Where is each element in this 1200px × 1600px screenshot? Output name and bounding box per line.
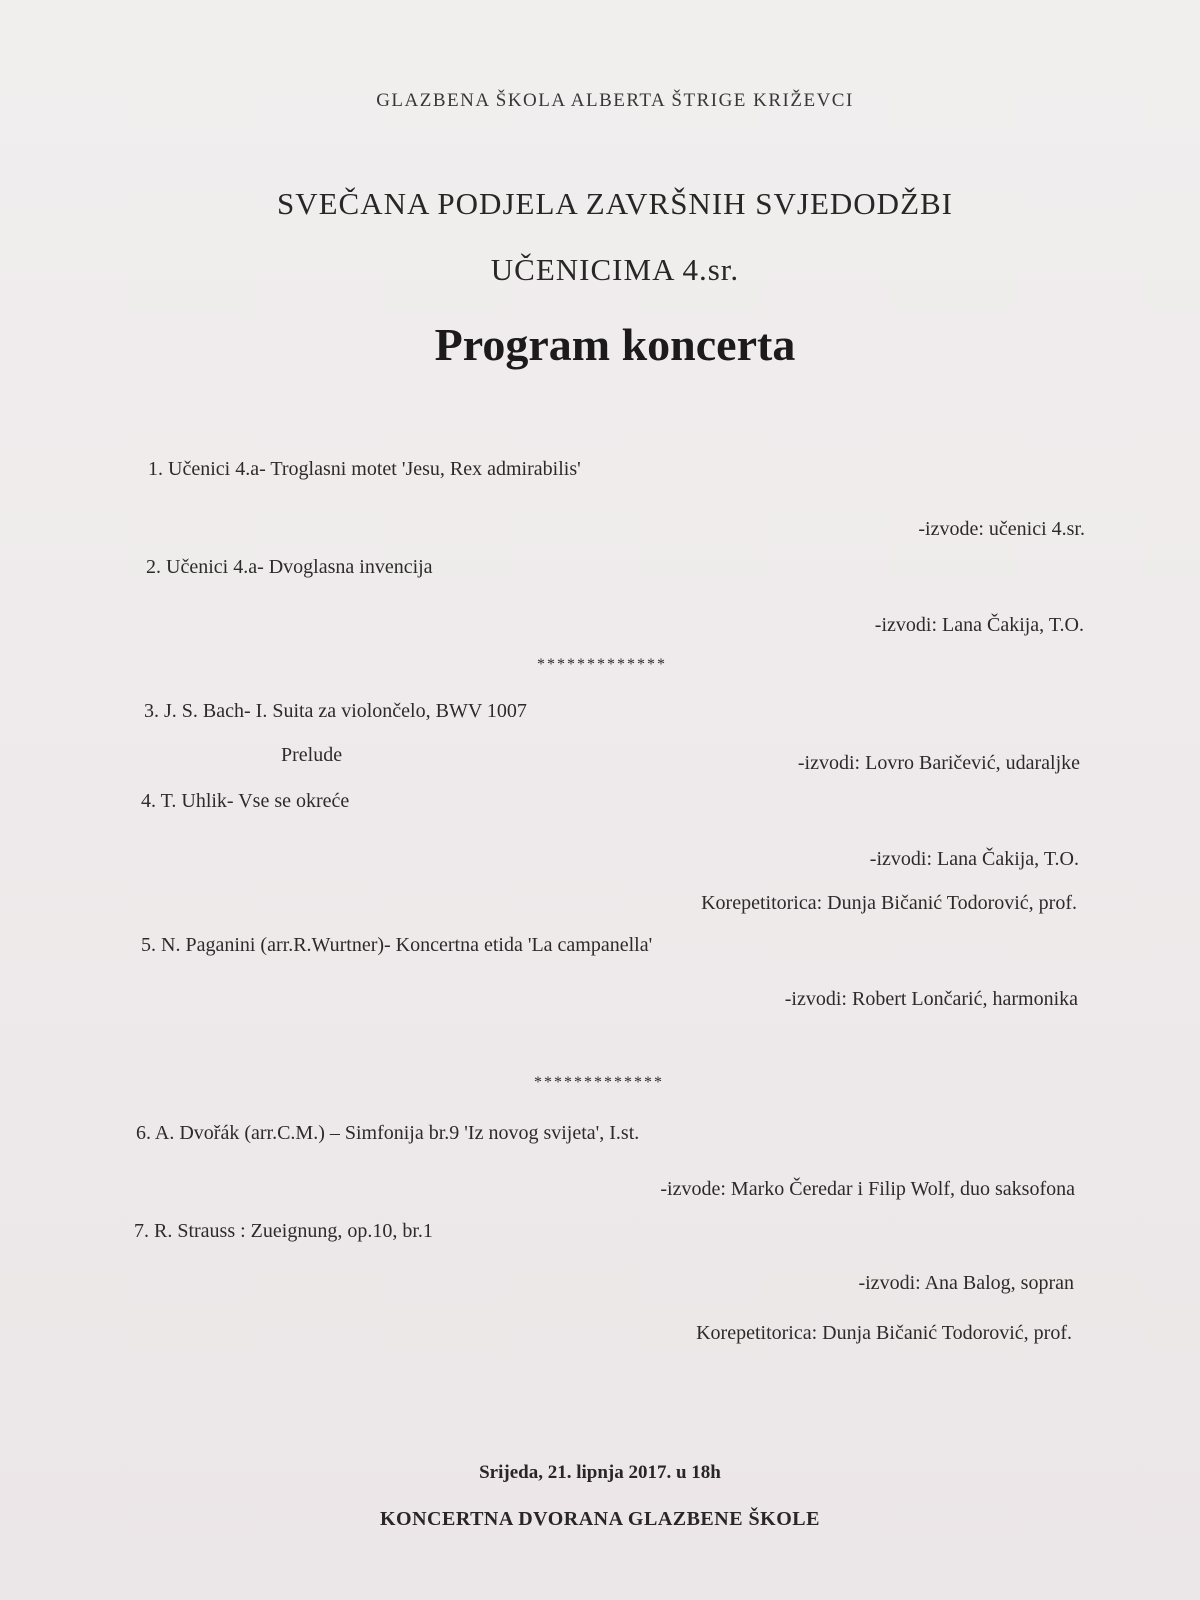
- program-heading: Program koncerta: [434, 319, 796, 370]
- program-item-4-performer: -izvodi: Lana Čakija, T.O.: [869, 848, 1079, 870]
- program-item-1-title: 1. Učenici 4.a- Troglasni motet 'Jesu, Rex admirabilis': [148, 458, 581, 480]
- program-item-3-sub: Prelude: [281, 744, 343, 766]
- program-item-2-title: 2. Učenici 4.a- Dvoglasna invencija: [146, 556, 433, 578]
- program-item-5-title: 5. N. Paganini (arr.R.Wurtner)- Koncertna etida 'La campanella': [141, 934, 653, 956]
- separator-1: *************: [537, 656, 667, 673]
- program-item-6-title: 6. A. Dvořák (arr.C.M.) – Simfonija br.9 'Iz novog svijeta', I.st.: [136, 1122, 640, 1144]
- program-item-2-performer: -izvodi: Lana Čakija, T.O.: [874, 614, 1084, 636]
- program-item-7-accompanist: Korepetitorica: Dunja Bičanić Todorović, prof.: [696, 1322, 1072, 1344]
- program-item-1-performer: -izvode: učenici 4.sr.: [918, 518, 1085, 540]
- program-item-5-performer: -izvodi: Robert Lončarić, harmonika: [784, 988, 1078, 1010]
- program-item-7-performer: -izvodi: Ana Balog, sopran: [858, 1272, 1074, 1294]
- program-item-3-title: 3. J. S. Bach- I. Suita za violončelo, BWV 1007: [144, 700, 527, 722]
- program-item-7-title: 7. R. Strauss : Zueignung, op.10, br.1: [134, 1220, 433, 1242]
- program-item-4-accompanist: Korepetitorica: Dunja Bičanić Todorović, prof.: [701, 892, 1077, 914]
- school-name: GLAZBENA ŠKOLA ALBERTA ŠTRIGE KRIŽEVCI: [376, 90, 854, 111]
- separator-2: *************: [534, 1074, 664, 1091]
- event-title-line1: SVEČANA PODJELA ZAVRŠNIH SVJEDODŽBI: [276, 186, 954, 221]
- program-item-6-performer: -izvode: Marko Čeredar i Filip Wolf, duo saksofona: [660, 1178, 1075, 1200]
- concert-venue: KONCERTNA DVORANA GLAZBENE ŠKOLE: [380, 1508, 820, 1530]
- event-title-line2: UČENICIMA 4.sr.: [490, 252, 740, 287]
- concert-date: Srijeda, 21. lipnja 2017. u 18h: [479, 1462, 721, 1483]
- program-item-3-performer: -izvodi: Lovro Baričević, udaraljke: [797, 752, 1080, 774]
- program-item-4-title: 4. T. Uhlik- Vse se okreće: [141, 790, 350, 812]
